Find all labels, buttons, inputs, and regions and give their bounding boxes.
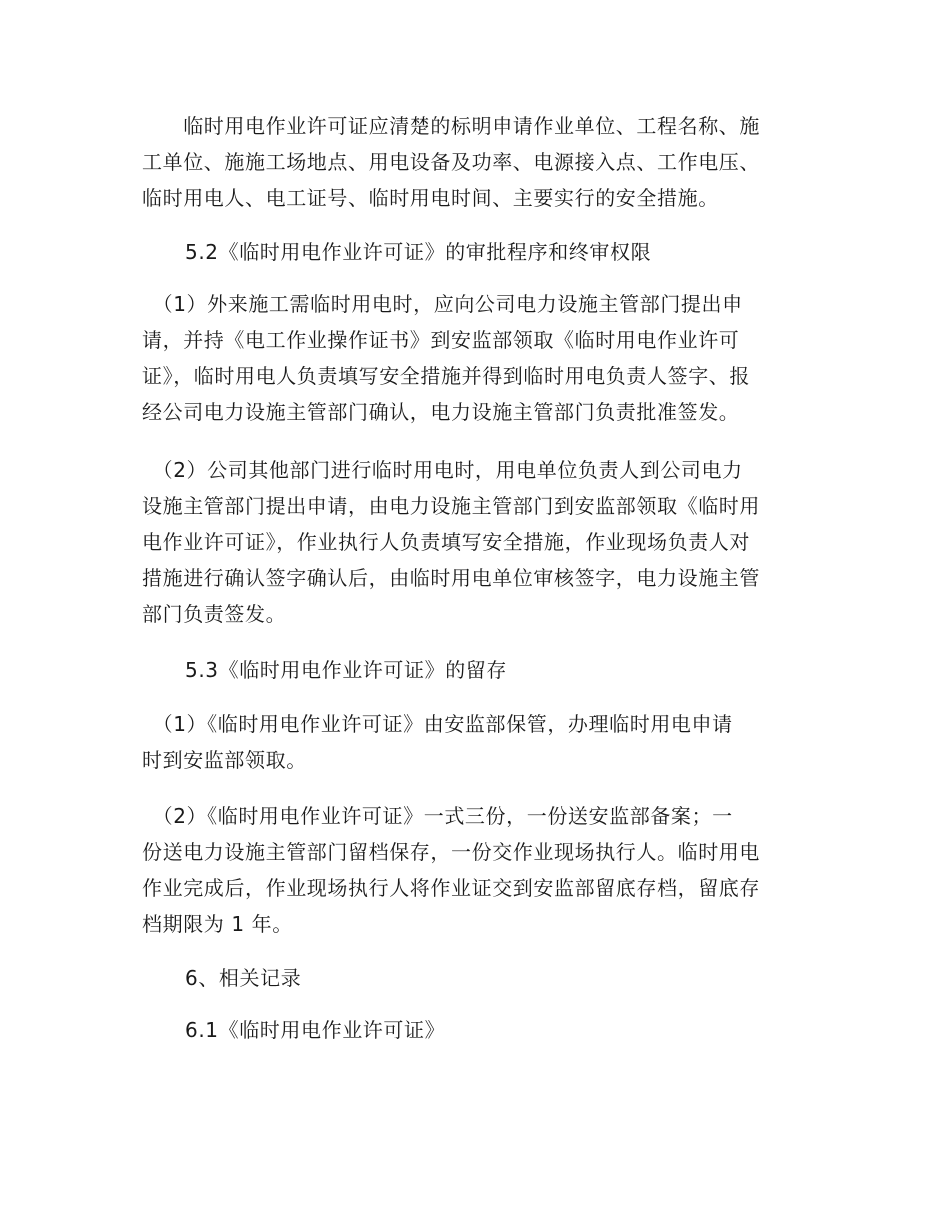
text-line: 工单位、施施工场地点、用电设备及功率、电源接入点、工作电压、 [142, 150, 760, 174]
text-line: （1）《临时用电作业许可证》由安监部保管，办理临时用电申请 [142, 712, 733, 736]
paragraph-copies [142, 798, 808, 942]
text-line: （1）外来施工需临时用电时，应向公司电力设施主管部门提出申 [142, 292, 743, 316]
text-line: （2）《临时用电作业许可证》一式三份，一份送安监部备案；一 [142, 804, 733, 828]
section-heading-6: 6、相关记录 [185, 966, 302, 990]
text-line: 请，并持《电工作业操作证书》到安监部领取《临时用电作业许可 [142, 328, 740, 352]
section-heading-5-3: 5.3《临时用电作业许可证》的留存 [185, 658, 508, 682]
text-line: 措施进行确认签字确认后，由临时用电单位审核签字，电力设施主管 [142, 566, 760, 590]
paragraph-external-construction [142, 286, 808, 430]
paragraph-permit-content [142, 108, 808, 216]
text-line: 部门负责签发。 [142, 602, 287, 626]
text-line: （2）公司其他部门进行临时用电时，用电单位负责人到公司电力 [142, 458, 743, 482]
text-line: 临时用电人、电工证号、临时用电时间、主要实行的安全措施。 [142, 186, 719, 210]
text-line: 作业完成后，作业现场执行人将作业证交到安监部留底存档，留底存 [142, 876, 760, 900]
text-line: 证》，临时用电人负责填写安全措施并得到临时用电负责人签字、报 [142, 364, 750, 388]
section-heading-6-1: 6.1《临时用电作业许可证》 [185, 1018, 446, 1042]
text-line: 时到安监部领取。 [142, 748, 307, 772]
text-line: 设施主管部门提出申请，由电力设施主管部门到安监部领取《临时用 [142, 494, 760, 518]
text-line: 档期限为 1 年。 [142, 912, 293, 936]
paragraph-custody [142, 706, 808, 778]
text-line: 经公司电力设施主管部门确认，电力设施主管部门负责批准签发。 [142, 400, 740, 424]
section-heading-5-2: 5.2《临时用电作业许可证》的审批程序和终审权限 [185, 240, 652, 264]
text-line: 电作业许可证》，作业执行人负责填写安全措施，作业现场负责人对 [142, 530, 750, 554]
text-line: 临时用电作业许可证应清楚的标明申请作业单位、工程名称、施 [142, 114, 760, 138]
paragraph-internal-department [142, 452, 808, 632]
text-line: 份送电力设施主管部门留档保存，一份交作业现场执行人。临时用电 [142, 840, 760, 864]
